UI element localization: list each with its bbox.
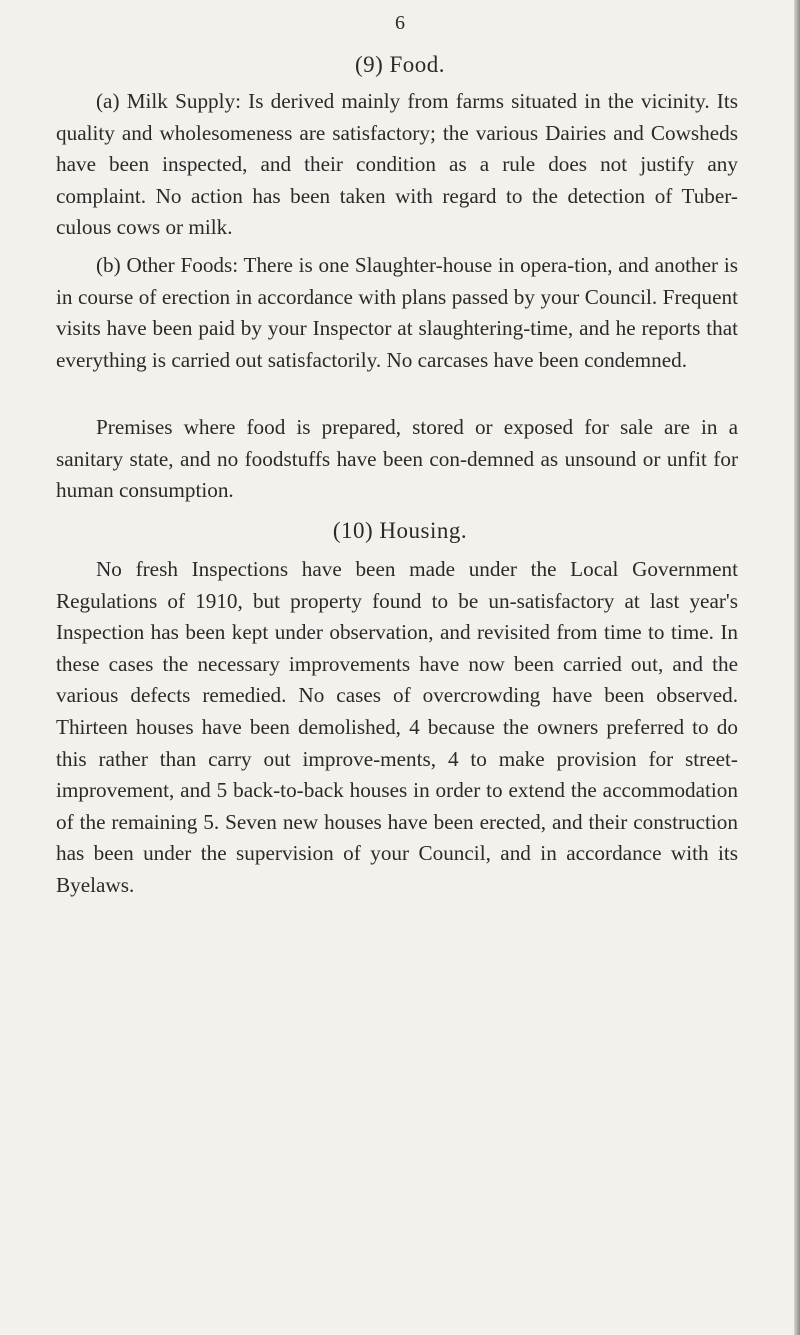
page-edge-shadow bbox=[794, 0, 800, 1335]
paragraph-other-foods: (b) Other Foods: There is one Slaughter-house in opera-tion, and another is in course of erection in accordance with plans passed by your Council. Frequent visits have been paid by your Inspector at slaughtering-time, and he reports that everything is carried out satisfactorily. No carcases have been condemned. bbox=[56, 253, 738, 372]
section-heading-food: (9) Food. bbox=[354, 52, 446, 77]
page-number: 6 bbox=[395, 12, 405, 34]
paragraph-housing: No fresh Inspections have been made under the Local Government Regulations of 1910, but property found to be un-satisfactory at last year's Inspection has been kept under observation, and revisited from time to time. In these cases the necessary improvements have now been carried out, and the various defects remedied. No cases of overcrowding have been observed. Thirteen houses have been demolished, 4 because the owners preferred to do this rather than carry out improve-ments, 4 to make provision for street-improvement, and 5 back-to-back houses in order to extend the accommodation of the remaining 5. Seven new houses have been erected, and their construction has been under the supervision of your Council, and in accordance with its Byelaws. bbox=[56, 557, 738, 897]
section-heading-housing: (10) Housing. bbox=[332, 518, 468, 543]
paragraph-milk-supply: (a) Milk Supply: Is derived mainly from farms situated in the vicinity. Its quality and wholesomeness are satisfactory; the various Dairies and Cowsheds have been inspected, and their condition as a rule does not justify any complaint. No action has been taken with regard to the detection of Tuber-culous cows or milk. bbox=[56, 89, 738, 240]
paragraph-premises: Premises where food is prepared, stored or exposed for sale are in a sanitary state, and no foodstuffs have been con-demned as unsound or unfit for human consumption. bbox=[56, 415, 738, 503]
